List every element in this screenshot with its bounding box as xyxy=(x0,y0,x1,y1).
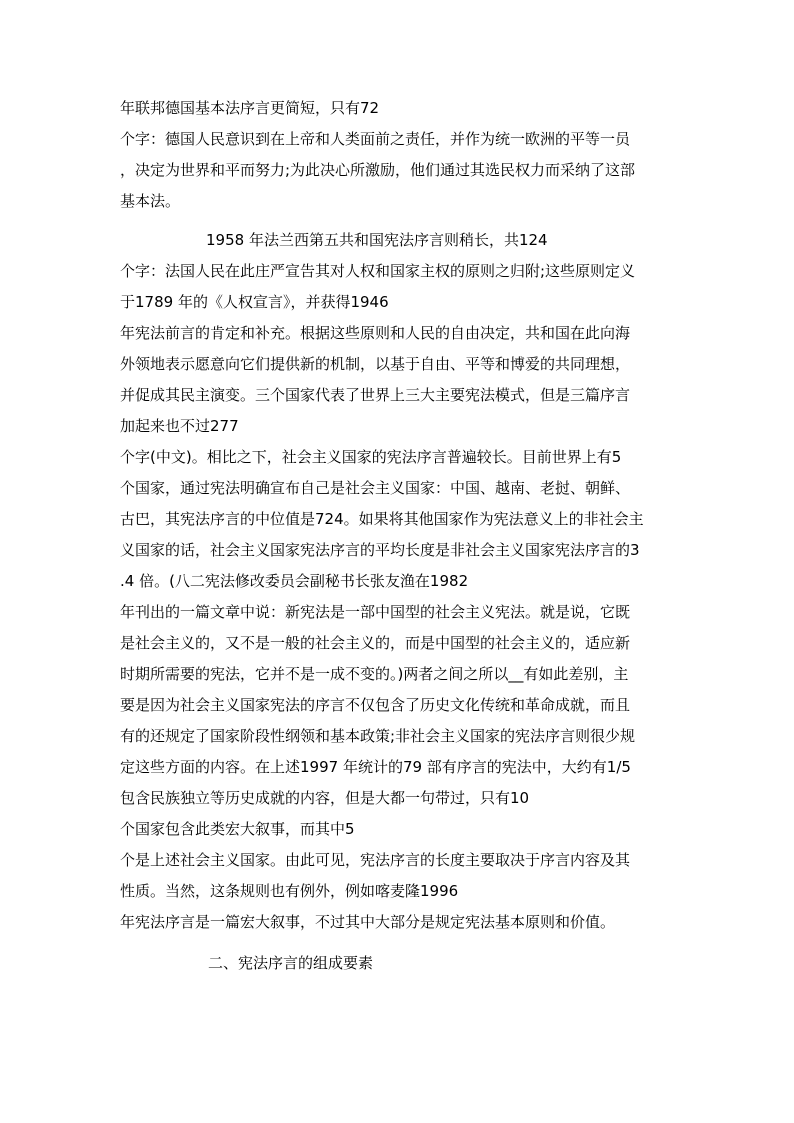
text-line: 定这些方面的内容。在上述1997 年统计的79 部有序言的宪法中，大约有1/5 xyxy=(120,758,631,776)
text-line: 时期所需要的宪法，它并不是一成不变的。)两者之间之所以__有如此差别，主 xyxy=(120,665,629,683)
text-line: 并促成其民主演变。三个国家代表了世界上三大主要宪法模式，但是三篇序言 xyxy=(120,386,631,404)
section-heading: 二、宪法序言的组成要素 xyxy=(208,954,374,972)
text-line: 基本法。 xyxy=(120,192,181,210)
text-line: 个国家，通过宪法明确宣布自己是社会主义国家：中国、越南、老挝、朝鲜、 xyxy=(120,479,631,497)
text-line: .4 倍。(八二宪法修改委员会副秘书长张友渔在1982 xyxy=(120,572,469,590)
text-line: 于1789 年的《人权宣言》，并获得1946 xyxy=(120,293,389,311)
text-line: 年宪法序言是一篇宏大叙事，不过其中大部分是规定宪法基本原则和价值。 xyxy=(120,913,616,931)
text-line: 个是上述社会主义国家。由此可见，宪法序言的长度主要取决于序言内容及其 xyxy=(120,851,631,869)
text-line: 是社会主义的，又不是一般的社会主义的，而是中国型的社会主义的，适应新 xyxy=(120,634,631,652)
text-line: 义国家的话，社会主义国家宪法序言的平均长度是非社会主义国家宪法序言的3 xyxy=(120,541,640,559)
text-line: 加起来也不过277 xyxy=(120,417,239,435)
text-line: 古巴，其宪法序言的中位值是724。如果将其他国家作为宪法意义上的非社会主 xyxy=(120,510,644,528)
text-line: 个字：德国人民意识到在上帝和人类面前之责任，并作为统一欧洲的平等一员 xyxy=(120,130,631,148)
text-line: 个国家包含此类宏大叙事，而其中5 xyxy=(120,820,355,838)
text-line: 年宪法前言的肯定和补充。根据这些原则和人民的自由决定，共和国在此向海 xyxy=(120,324,631,342)
text-line: 包含民族独立等历史成就的内容，但是大都一句带过，只有10 xyxy=(120,789,530,807)
text-line: 年刊出的一篇文章中说：新宪法是一部中国型的社会主义宪法。就是说，它既 xyxy=(120,603,631,621)
text-line: 外领地表示愿意向它们提供新的机制，以基于自由、平等和博爱的共同理想， xyxy=(120,355,631,373)
text-line: 个字：法国人民在此庄严宣告其对人权和国家主权的原则之归附;这些原则定义 xyxy=(120,262,636,280)
text-line: 性质。当然，这条规则也有例外，例如喀麦隆1996 xyxy=(120,882,459,900)
text-line: 1958 年法兰西第五共和国宪法序言则稍长，共124 xyxy=(206,231,548,249)
text-line: 年联邦德国基本法序言更简短，只有72 xyxy=(120,99,380,117)
text-line: 有的还规定了国家阶段性纲领和基本政策;非社会主义国家的宪法序言则很少规 xyxy=(120,727,636,745)
text-line: 要是因为社会主义国家宪法的序言不仅包含了历史文化传统和革命成就，而且 xyxy=(120,696,631,714)
text-line: ，决定为世界和平而努力;为此决心所激励，他们通过其选民权力而采纳了这部 xyxy=(120,161,636,179)
text-line: 个字(中文)。相比之下，社会主义国家的宪法序言普遍较长。目前世界上有5 xyxy=(120,448,622,466)
